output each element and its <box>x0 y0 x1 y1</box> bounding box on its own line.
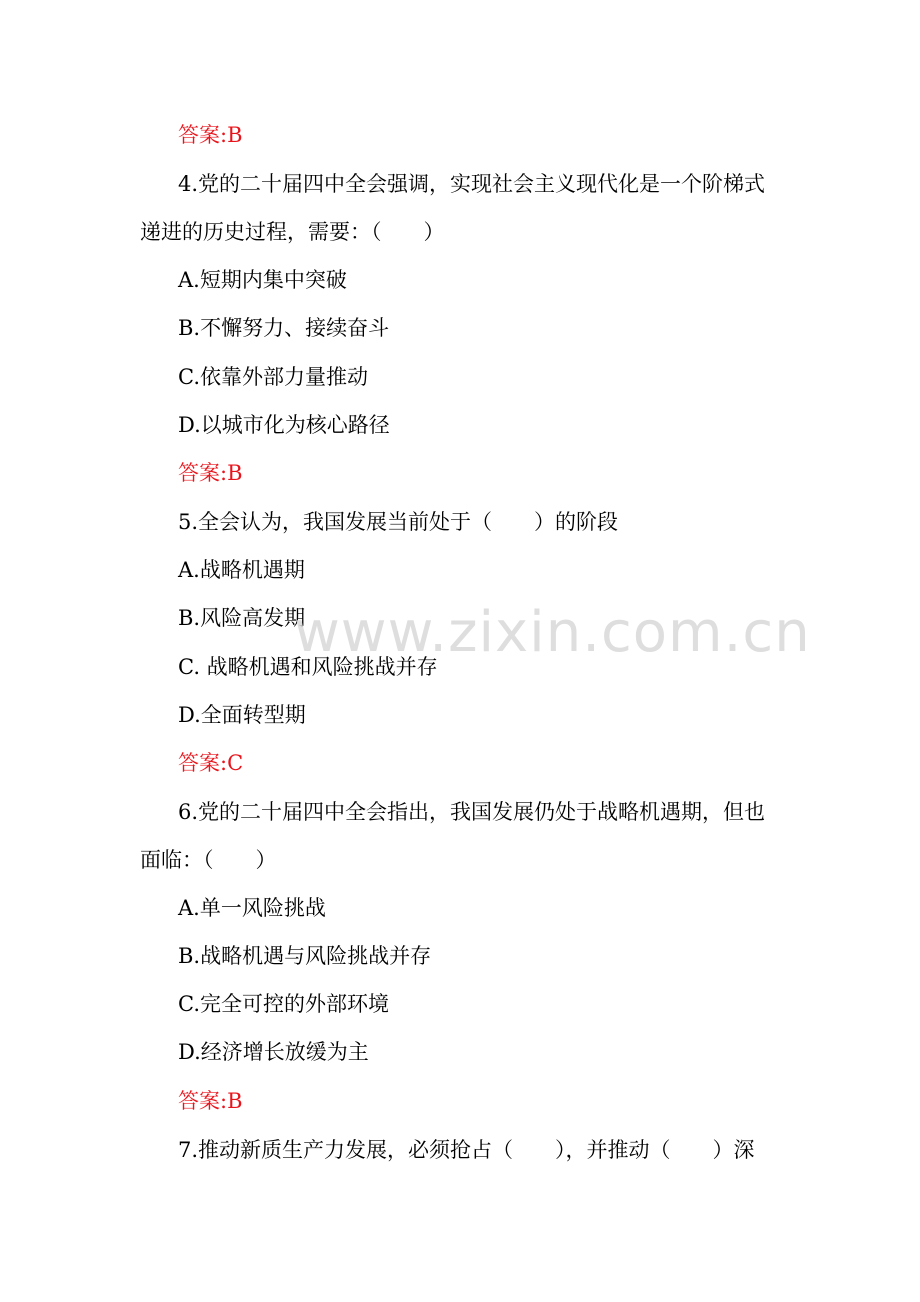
q5-option-b: B.风险高发期 <box>178 606 306 630</box>
q6-option-a: A.单一风险挑战 <box>178 896 326 920</box>
question-7: 7.推动新质生产力发展，必须抢占（ ），并推动（ ）深 <box>178 1138 755 1162</box>
question-6: 6.党的二十届四中全会指出，我国发展仍处于战略机遇期，但也 <box>178 800 766 824</box>
q6-option-b: B.战略机遇与风险挑战并存 <box>178 944 432 968</box>
question-4: 4.党的二十届四中全会强调，实现社会主义现代化是一个阶梯式 <box>178 172 766 196</box>
q4-option-d: D.以城市化为核心路径 <box>178 413 390 437</box>
q5-option-a: A.战略机遇期 <box>178 558 305 582</box>
q4-option-a: A.短期内集中突破 <box>178 268 347 292</box>
answer-5: 答案:C <box>178 751 244 775</box>
q5-option-d: D.全面转型期 <box>178 703 306 727</box>
answer-4: 答案:B <box>178 461 243 485</box>
question-4-continuation: 递进的历史过程，需要：（ ） <box>140 220 445 244</box>
question-5: 5.全会认为，我国发展当前处于（ ）的阶段 <box>178 510 619 534</box>
watermark: www.zixin.com.cn <box>294 600 811 665</box>
q6-option-d: D.经济增长放缓为主 <box>178 1040 369 1064</box>
q6-option-c: C.完全可控的外部环境 <box>178 992 389 1016</box>
q5-option-c: C. 战略机遇和风险挑战并存 <box>178 655 438 679</box>
answer-6: 答案:B <box>178 1089 243 1113</box>
answer-3: 答案:B <box>178 123 243 147</box>
question-6-continuation: 面临：（ ） <box>140 848 277 872</box>
q4-option-c: C.依靠外部力量推动 <box>178 365 368 389</box>
q4-option-b: B.不懈努力、接续奋斗 <box>178 316 390 340</box>
